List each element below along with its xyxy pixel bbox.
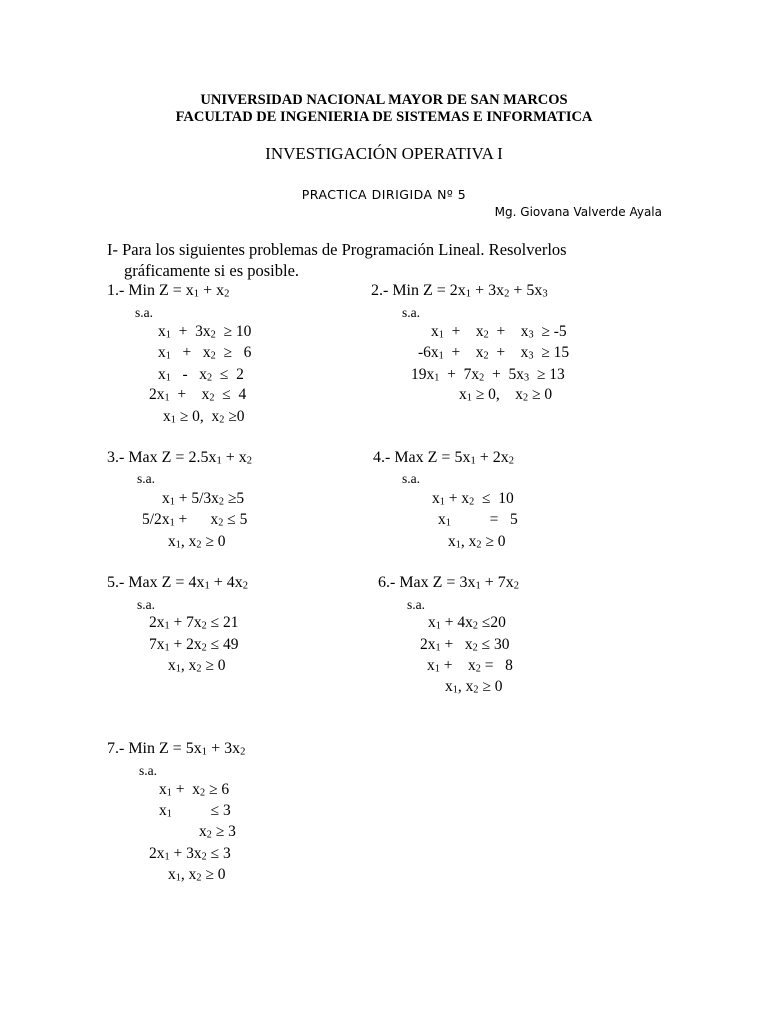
constraint: $x_1 - x_2 \le 2$ — [158, 366, 244, 384]
constraint: $5/2x_1$ + $x_2 \le 5$ — [142, 511, 248, 529]
constraint: $x_1 + 3x_2 \ge 10$ — [158, 323, 252, 341]
constraint: $2x_1 + 3x_2 \le 3$ — [149, 845, 231, 863]
subject-to-label: s.a. — [139, 763, 157, 778]
course-title: INVESTIGACIÓN OPERATIVA I — [265, 144, 503, 163]
constraint: $7x_1 + 2x_2 \le 49$ — [149, 636, 239, 654]
subject-to-label: s.a. — [407, 597, 425, 612]
constraint: $x_1 + 5/3x_2 \ge 5$ — [162, 490, 245, 508]
constraint: $-6x_1$ + $x_2$ + $x_3 \ge 15$ — [418, 344, 570, 362]
problem-title: 7.- Min $Z = 5x_1 + 3x_2$ — [107, 740, 246, 758]
constraint: $2x_1 + x_2 \le 30$ — [420, 636, 510, 654]
constraint: $x_1 + x_2 \ge 6$ — [159, 781, 230, 799]
constraint: $x_1$ + $x_2$ + $x_3 \ge -5$ — [431, 323, 567, 341]
constraint: $x_1$ = 5 — [438, 511, 518, 529]
instructions-line-2: gráficamente si es posible. — [124, 261, 300, 280]
faculty-heading: FACULTAD DE INGENIERIA DE SISTEMAS E INFORMATICA — [175, 109, 593, 125]
constraint: $19x_1 + 7x_2 + 5x_3 \ge 13$ — [411, 366, 565, 384]
subject-to-label: s.a. — [137, 471, 155, 486]
subject-to-label: s.a. — [137, 597, 155, 612]
subject-to-label: s.a. — [402, 305, 420, 320]
constraint: $x_2 \ge 3$ — [199, 823, 236, 841]
problem-title: 3.- Max $Z = 2.5x_1 + x_2$ — [107, 449, 253, 467]
constraint: $x_1 + 4x_2 \le 20$ — [428, 614, 506, 632]
problem-title: 2.- Min $Z = 2x_1 + 3x_2 + 5x_3$ — [371, 282, 548, 300]
nonnegativity-constraint: $x_1$, $x_2 \ge 0$ — [168, 866, 226, 884]
constraint: $x_1 + x_2 \le 10$ — [432, 490, 514, 508]
constraint: $x_1$ + $x_2 = 8$ — [427, 657, 513, 675]
nonnegativity-constraint: $x_1 \ge 0$, $x_2 \ge 0$ — [459, 386, 553, 404]
constraint: $x_1$ ≤ 3 — [159, 802, 231, 820]
instructions-line-1: I- Para los siguientes problemas de Programación Lineal. Resolverlos — [107, 240, 567, 259]
nonnegativity-constraint: $x_1$, $x_2 \ge 0$ — [448, 533, 506, 551]
constraint: $2x_1$ + $x_2 \le 4$ — [149, 386, 247, 404]
university-heading: UNIVERSIDAD NACIONAL MAYOR DE SAN MARCOS — [200, 92, 568, 108]
practice-title: PRACTICA DIRIGIDA Nº 5 — [301, 187, 467, 202]
nonnegativity-constraint: $x_1$, $x_2 \ge 0$ — [168, 657, 226, 675]
subject-to-label: s.a. — [135, 305, 153, 320]
nonnegativity-constraint: $x_1 \ge 0$, $x_2 \ge 0$ — [163, 408, 245, 426]
nonnegativity-constraint: $x_1$, $x_2 \ge 0$ — [445, 678, 503, 696]
author-name: Mg. Giovana Valverde Ayala — [494, 205, 662, 219]
constraint: $2x_1 + 7x_2 \le 21$ — [149, 614, 239, 632]
problem-title: 5.- Max $Z = 4x_1 + 4x_2$ — [107, 574, 249, 592]
constraint: $x_1 + x_2 \ge 6$ — [158, 344, 252, 362]
problem-title: 1.- Min $Z = x_1 + x_2$ — [107, 282, 230, 300]
nonnegativity-constraint: $x_1$, $x_2 \ge 0$ — [168, 533, 226, 551]
problem-title: 6.- Max $Z = 3x_1 + 7x_2$ — [378, 574, 520, 592]
problem-title: 4.- Max $Z = 5x_1 + 2x_2$ — [373, 449, 515, 467]
subject-to-label: s.a. — [402, 471, 420, 486]
